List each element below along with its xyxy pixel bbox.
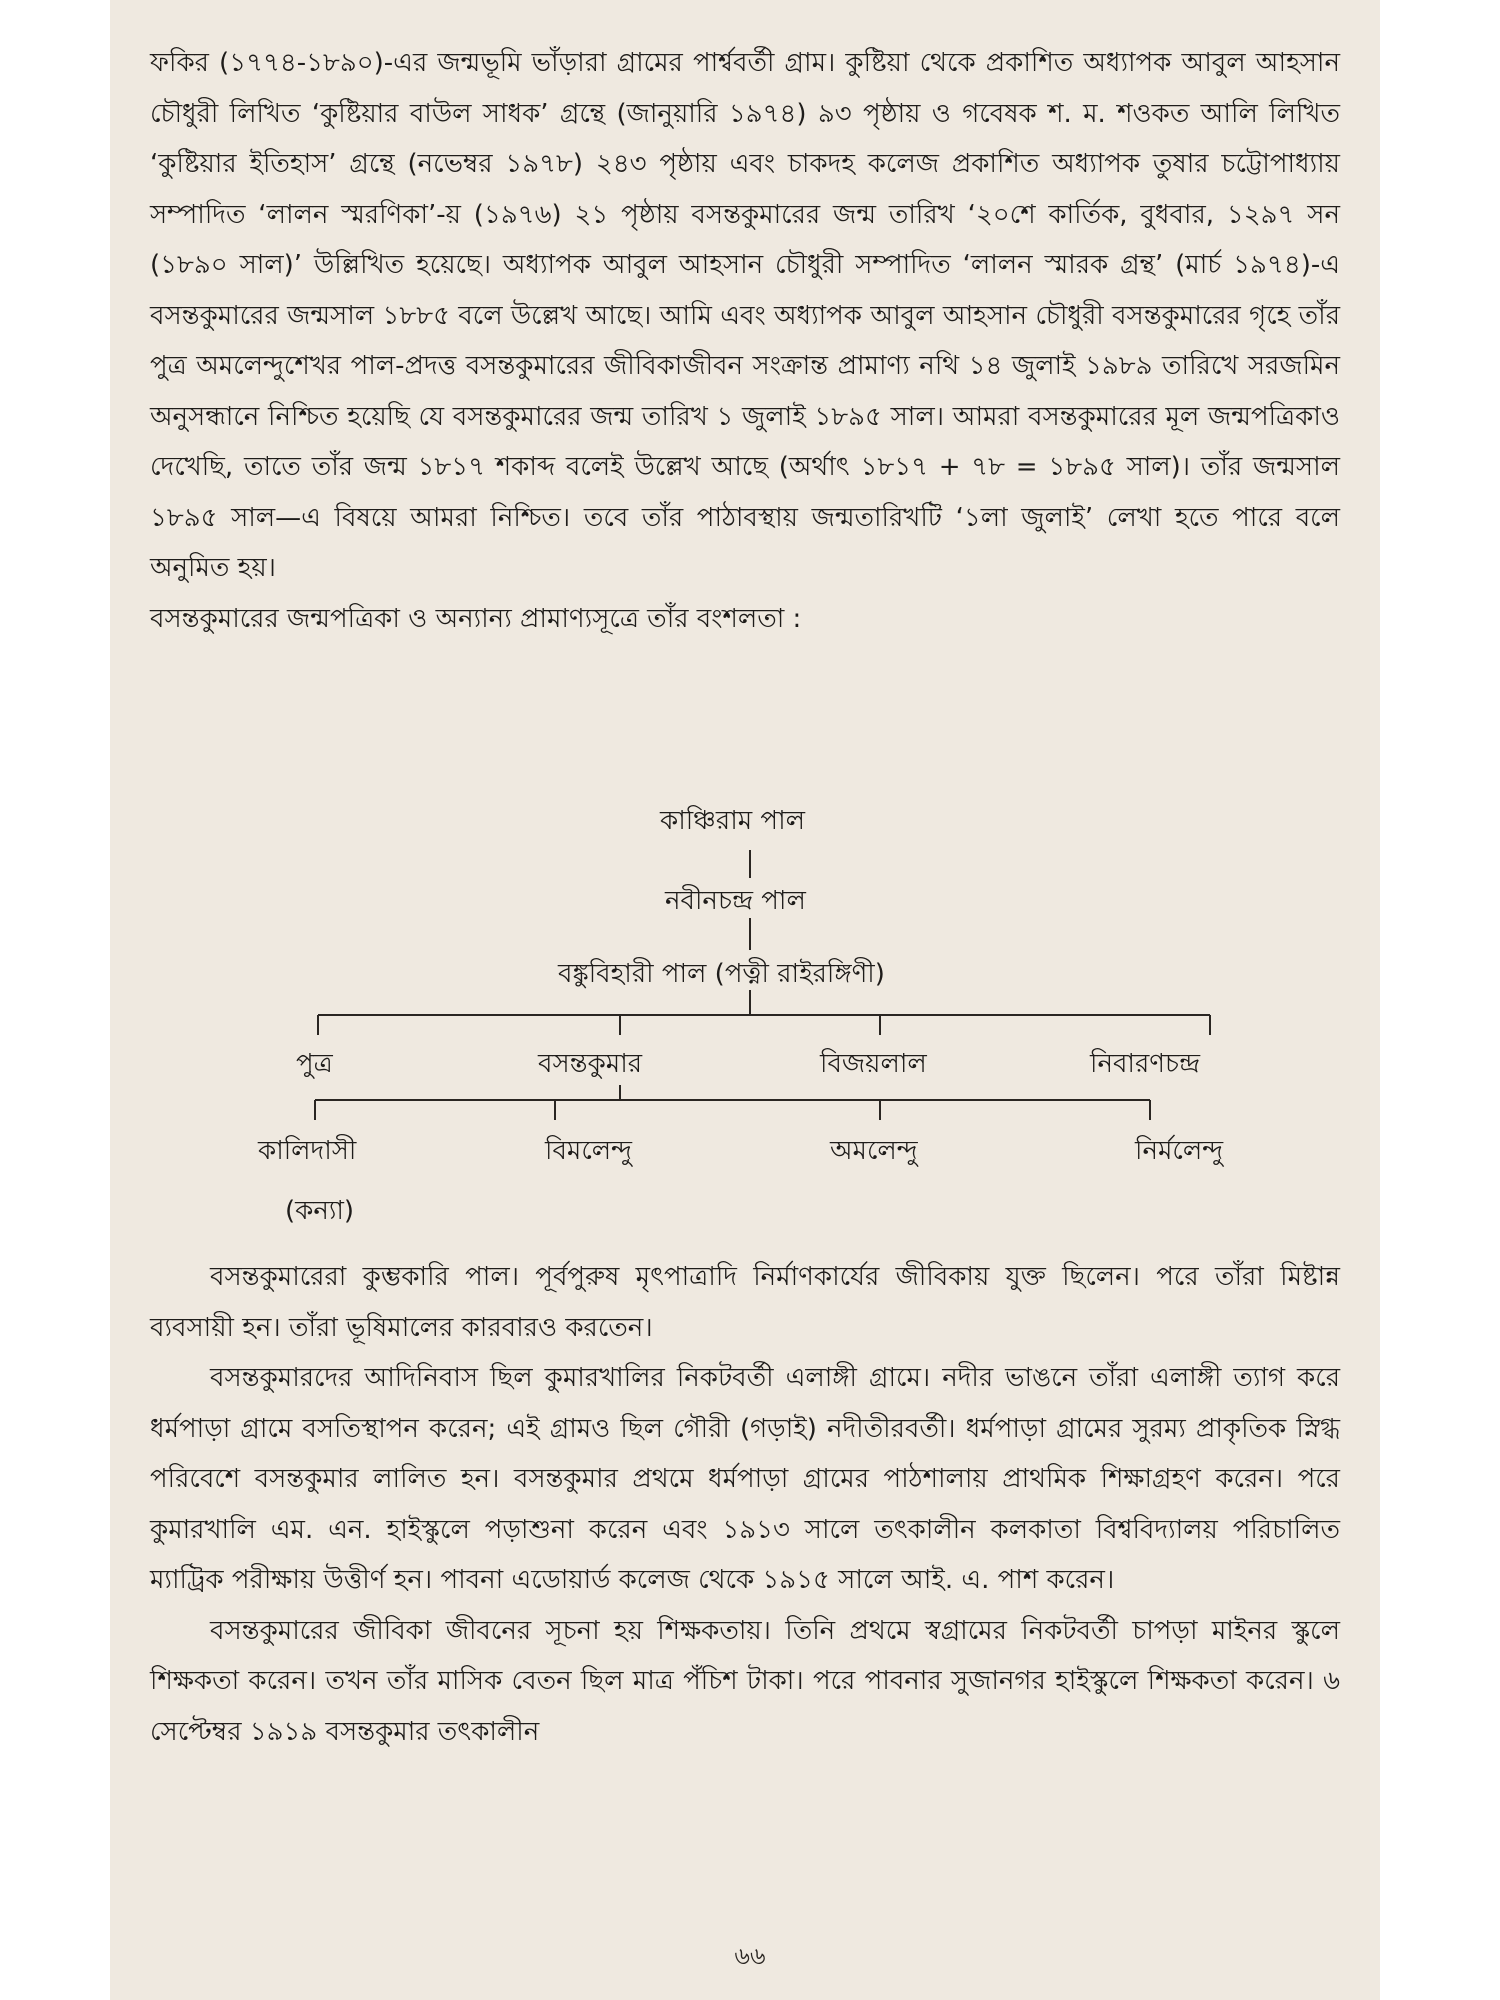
tree-gen5-amalendu: অমলেন্দু (830, 1136, 918, 1166)
tree-gen5-kalidasi: কালিদাসী (258, 1136, 357, 1166)
tree-gen2-nabinchandra: নবীনচন্দ্র পাল (665, 886, 806, 916)
tree-gen3-bankubihari: বঙ্কুবিহারী পাল (পত্নী রাইরঙ্গিণী) (558, 959, 885, 989)
tree-gen5-bimalendu: বিমলেন্দু (545, 1136, 633, 1166)
main-text-block (150, 38, 1340, 644)
tree-gen4-son: পুত্র (296, 1049, 333, 1079)
paragraph-3: বসন্তকুমারদের আদিনিবাস ছিল কুমারখালির নিকটবর্তী এলাঙ্গী গ্রামে। নদীর ভাঙনে তাঁরা এলাঙ্গী ত্যাগ করে ধর্মপাড়া গ্রামে বসতিস্থাপন করেন; এই গ্রামও ছিল গৌরী (গড়াই) নদীতীরবর্তী। ধর্মপাড়া গ্রামের সুরম্য প্রাকৃতিক স্নিগ্ধ পরিবেশে বসন্তকুমার লালিত হন। বসন্তকুমার প্রথমে ধর্মপাড়া গ্রামের পাঠশালায় প্রাথমিক শিক্ষাগ্রহণ করেন। পরে কুমারখালি এম. এন. হাইস্কুলে পড়াশুনা করেন এবং ১৯১৩ সালে তৎকালীন কলকাতা বিশ্ববিদ্যালয় পরিচালিত ম্যাট্রিক পরীক্ষায় উত্তীর্ণ হন। পাবনা এডোয়ার্ড কলেজ থেকে ১৯১৫ সালে আই. এ. পাশ করেন। (150, 1363, 1340, 1595)
tree-gen4-bijoylal: বিজয়লাল (820, 1049, 927, 1079)
tree-gen1-kanchiram: কাঞ্চিরাম পাল (660, 806, 805, 836)
continued-text-block (150, 1252, 1340, 1757)
paragraph-2: বসন্তকুমারেরা কুম্ভকারি পাল। পূর্বপুরুষ মৃৎপাত্রাদি নির্মাণকার্যের জীবিকায় যুক্ত ছিলেন। পরে তাঁরা মিষ্টান্ন ব্যবসায়ী হন। তাঁরা ভূষিমালের কারবারও করতেন। (150, 1262, 1340, 1343)
tree-gen5-daughter-note: (কন্যা) (285, 1196, 355, 1226)
lineage-intro: বসন্তকুমারের জন্মপত্রিকা ও অন্যান্য প্রামাণ্যসূত্রে তাঁর বংশলতা : (150, 603, 802, 634)
paragraph-4: বসন্তকুমারের জীবিকা জীবনের সূচনা হয় শিক্ষকতায়। তিনি প্রথমে স্বগ্রামের নিকটবর্তী চাপড়া মাইনর স্কুলে শিক্ষকতা করেন। তখন তাঁর মাসিক বেতন ছিল মাত্র পঁচিশ টাকা। পরে পাবনার সুজানগর হাইস্কুলে শিক্ষকতা করেন। ৬ সেপ্টেম্বর ১৯১৯ বসন্তকুমার তৎকালীন (150, 1615, 1340, 1747)
tree-gen4-basantakumar: বসন্তকুমার (538, 1049, 643, 1079)
tree-gen5-nirmalendu: নির্মলেন্দু (1135, 1136, 1224, 1166)
page-number: ৬৬ (734, 1942, 766, 1970)
tree-gen4-nibaranchandra: নিবারণচন্দ্র (1090, 1049, 1201, 1079)
paragraph-1: ফকির (১৭৭৪-১৮৯০)-এর জন্মভূমি ভাঁড়ারা গ্রামের পার্শ্ববর্তী গ্রাম। কুষ্টিয়া থেকে প্রকাশিত অধ্যাপক আবুল আহসান চৌধুরী লিখিত ‘কুষ্টিয়ার বাউল সাধক’ গ্রন্থে (জানুয়ারি ১৯৭৪) ৯৩ পৃষ্ঠায় ও গবেষক শ. ম. শওকত আলি লিখিত ‘কুষ্টিয়ার ইতিহাস’ গ্রন্থে (নভেম্বর ১৯৭৮) ২৪৩ পৃষ্ঠায় এবং চাকদহ কলেজ প্রকাশিত অধ্যাপক তুষার চট্টোপাধ্যায় সম্পাদিত ‘লালন স্মরণিকা’-য় (১৯৭৬) ২১ পৃষ্ঠায় বসন্তকুমারের জন্ম তারিখ ‘২০শে কার্তিক, বুধবার, ১২৯৭ সন (১৮৯০ সাল)’ উল্লিখিত হয়েছে। অধ্যাপক আবুল আহসান চৌধুরী সম্পাদিত ‘লালন স্মারক গ্রন্থ’ (মার্চ ১৯৭৪)-এ বসন্তকুমারের জন্মসাল ১৮৮৫ বলে উল্লেখ আছে। আমি এবং অধ্যাপক আবুল আহসান চৌধুরী বসন্তকুমারের গৃহে তাঁর পুত্র অমলেন্দুশেখর পাল-প্রদত্ত বসন্তকুমারের জীবিকাজীবন সংক্রান্ত প্রামাণ্য নথি ১৪ জুলাই ১৯৮৯ তারিখে সরজমিন অনুসন্ধানে নিশ্চিত হয়েছি যে বসন্তকুমারের জন্ম তারিখ ১ জুলাই ১৮৯৫ সাল। আমরা বসন্তকুমারের মূল জন্মপত্রিকাও দেখেছি, তাতে তাঁর জন্ম ১৮১৭ শকাব্দ বলেই উল্লেখ আছে (অর্থাৎ ১৮১৭ + ৭৮ = ১৮৯৫ সাল)। তাঁর জন্মসাল ১৮৯৫ সাল—এ বিষয়ে আমরা নিশ্চিত। তবে তাঁর পাঠাবস্থায় জন্মতারিখটি ‘১লা জুলাই’ লেখা হতে পারে বলে অনুমিত হয়। (150, 48, 1340, 583)
